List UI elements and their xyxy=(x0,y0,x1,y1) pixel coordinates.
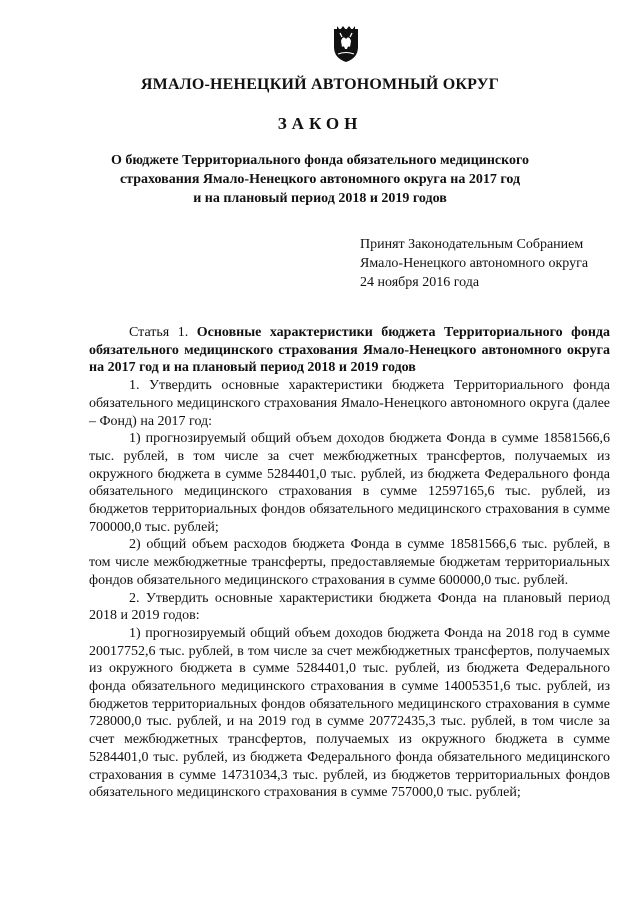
paragraph: 1. Утвердить основные характеристики бюджета Территориального фонда обязательного медицинского страхования Ямало-Ненецкого автономного округа (далее – Фонд) на 2017 год: xyxy=(89,378,610,429)
law-title-line: страхования Ямало-Ненецкого автономного округа на 2017 год xyxy=(119,172,521,187)
document-type: ЗАКОН xyxy=(277,114,363,133)
paragraph: 1) прогнозируемый общий объем доходов бюджета Фонда в сумме 18581566,6 тыс. рублей, в том числе за счет межбюджетных трансфертов, получаемых из окружного бюджета в сумме 5284401,0 тыс. рублей, из бюджета Федерального фонда обязательного медицинского страхования в сумме 12597165,6 тыс. рублей, из бюджетов территориальных фондов обязательного медицинского страхования в сумме 700000,0 тыс. рублей; xyxy=(89,431,610,535)
paragraph: 2) общий объем расходов бюджета Фонда в сумме 18581566,6 тыс. рублей, в том числе межбюджетные трансферты, предоставляемые бюджетам территориальных фондов обязательного медицинского страхования в сумме 600000,0 тыс. рублей. xyxy=(89,537,610,588)
article-number: Статья 1. xyxy=(129,325,189,340)
law-title xyxy=(0,151,640,208)
coat-of-arms-icon xyxy=(331,25,361,63)
paragraph: 2. Утвердить основные характеристики бюджета Фонда на плановый период 2018 и 2019 годов: xyxy=(89,590,610,624)
adoption-note xyxy=(360,235,588,292)
article-heading xyxy=(89,324,610,377)
article-heading-text: Основные характеристики бюджета Территориального фонда обязательного медицинского страхования Ямало-Ненецкого автономного округа на 2017 год и на плановый период 2018 и 2019 годов xyxy=(89,325,610,376)
article-body xyxy=(89,324,610,802)
law-title-line: О бюджете Территориального фонда обязательного медицинского xyxy=(110,153,530,168)
paragraph: 1) прогнозируемый общий объем доходов бюджета Фонда на 2018 год в сумме 20017752,6 тыс. рублей, в том числе за счет межбюджетных трансфертов, получаемых из окружного бюджета в сумме 5284401,0 тыс. рублей, из бюджета Федерального фонда обязательного медицинского страхования в сумме 14005351,6 тыс. рублей, из бюджетов территориальных фондов обязательного медицинского страхования в сумме 728000,0 тыс. рублей, и на 2019 год в сумме 20772435,3 тыс. рублей, в том числе за счет межбюджетных трансфертов, получаемых из окружного бюджета в сумме 5284401,0 тыс. рублей, из бюджета Федерального фонда обязательного медицинского страхования в сумме 14731034,3 тыс. рублей, из бюджетов территориальных фондов обязательного медицинского страхования в сумме 757000,0 тыс. рублей; xyxy=(89,625,610,801)
region-name: ЯМАЛО-НЕНЕЦКИЙ АВТОНОМНЫЙ ОКРУГ xyxy=(140,76,500,93)
adoption-date: 24 ноября 2016 года xyxy=(360,275,480,290)
adoption-line: Принят Законодательным Собранием xyxy=(360,237,584,252)
law-title-line: и на плановый период 2018 и 2019 годов xyxy=(193,191,447,206)
adoption-line: Ямало-Ненецкого автономного округа xyxy=(360,256,589,271)
